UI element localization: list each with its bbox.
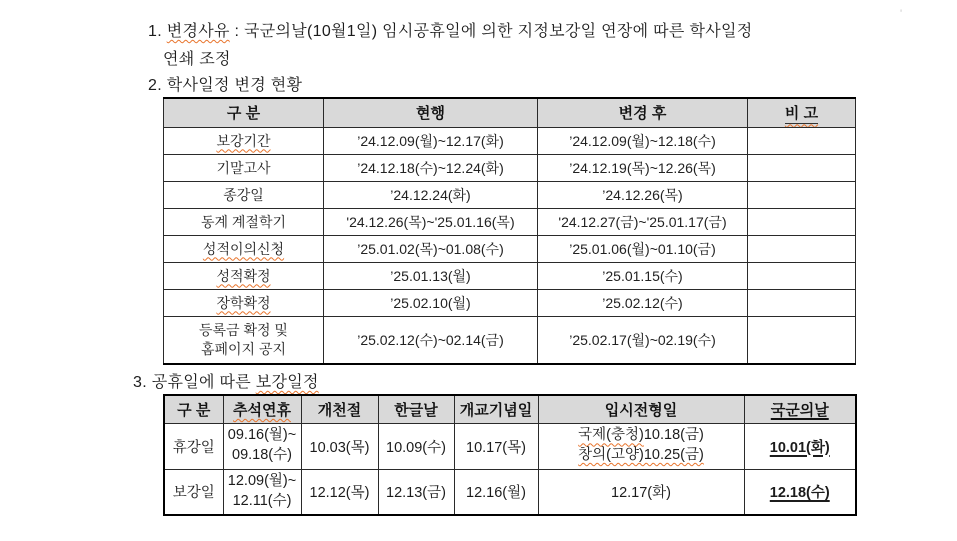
section1-heading — [148, 18, 752, 41]
section1-number: 1. — [148, 23, 167, 40]
cell-ipsi: 12.17(화) — [538, 469, 744, 515]
cell-after: ’25.02.17(월)~02.19(수) — [538, 316, 748, 364]
cell-label: 등록금 확정 및 홈페이지 공지 — [164, 316, 324, 364]
cell-note — [748, 235, 856, 262]
cell-after: ’25.02.12(수) — [538, 289, 748, 316]
cell-label: 보강기간 — [164, 127, 324, 154]
holiday-makeup-table — [163, 394, 857, 516]
t2-header-hangeulnal: 한글날 — [378, 395, 454, 423]
t2-header-gaecheonjeol: 개천절 — [301, 395, 378, 423]
cell-after: ’24.12.19(목)~12.26(목) — [538, 154, 748, 181]
section2-text: 2. 학사일정 변경 현황 — [148, 77, 303, 94]
cell-gaecheonjeol: 10.03(목) — [301, 423, 378, 469]
cell-gukgun: 10.01(화) — [744, 423, 856, 469]
cell-ipsi: 국제(충청)10.18(금) 창의(고양)10.25(금) — [538, 423, 744, 469]
cell-label: 보강일 — [164, 469, 223, 515]
cell-gukgun: 12.18(수) — [744, 469, 856, 515]
table-row — [164, 208, 856, 235]
cell-after: ’25.01.15(수) — [538, 262, 748, 289]
stray-mark: ' — [900, 8, 903, 20]
cell-hangeulnal: 10.09(수) — [378, 423, 454, 469]
cell-note — [748, 181, 856, 208]
table-row — [164, 235, 856, 262]
t2-header-ipsi: 입시전형일 — [538, 395, 744, 423]
cell-note — [748, 262, 856, 289]
t1-header-note — [748, 98, 856, 127]
t1-header-current: 현행 — [324, 98, 538, 127]
cell-current: ’25.02.10(월) — [324, 289, 538, 316]
cell-label: 성적이의신청 — [164, 235, 324, 262]
section3-term-misspelled: 보강일정 — [255, 374, 319, 391]
cell-chuseok: 09.16(월)~ 09.18(수) — [223, 423, 301, 469]
schedule-change-table — [163, 97, 856, 365]
cell-note — [748, 127, 856, 154]
t2-header-gukgun: 국군의날 — [744, 395, 856, 423]
section2-heading — [148, 72, 302, 95]
cell-note — [748, 289, 856, 316]
table-row — [164, 469, 856, 515]
section3-text: 3. 공휴일에 따른 — [133, 374, 256, 391]
table-row — [164, 154, 856, 181]
cell-after: ’24.12.09(월)~12.18(수) — [538, 127, 748, 154]
table-row — [164, 262, 856, 289]
cell-current: ’25.01.13(월) — [324, 262, 538, 289]
table-header-row — [164, 395, 856, 423]
cell-gaegyo-anniv: 12.16(월) — [454, 469, 538, 515]
cell-current: ’24.12.24(화) — [324, 181, 538, 208]
table-row — [164, 423, 856, 469]
cell-after: '24.12.27(금)~'25.01.17(금) — [538, 208, 748, 235]
cell-label: 종강일 — [164, 181, 324, 208]
section3-heading — [133, 369, 319, 392]
cell-label: 장학확정 — [164, 289, 324, 316]
cell-label: 성적확정 — [164, 262, 324, 289]
table-header-row — [164, 98, 856, 127]
cell-gaecheonjeol: 12.12(목) — [301, 469, 378, 515]
cell-note — [748, 154, 856, 181]
cell-label: 휴강일 — [164, 423, 223, 469]
cell-label: 동계 계절학기 — [164, 208, 324, 235]
cell-note — [748, 316, 856, 364]
section1-text: : 국군의날(10월1일) 임시공휴일에 의한 지정보강일 연장에 따른 학사일정 — [229, 23, 753, 40]
table-row — [164, 289, 856, 316]
cell-current: ’25.01.02(목)~01.08(수) — [324, 235, 538, 262]
cell-note — [748, 208, 856, 235]
section1-heading-line2 — [163, 46, 231, 69]
cell-current: '24.12.26(목)~'25.01.16(목) — [324, 208, 538, 235]
section1-text-line2: 연쇄 조정 — [163, 51, 231, 68]
t1-header-note-label: 비 고 — [784, 105, 819, 123]
cell-chuseok: 12.09(월)~ 12.11(수) — [223, 469, 301, 515]
t2-header-gaegyo-anniv: 개교기념일 — [454, 395, 538, 423]
t2-header-gubun: 구 분 — [164, 395, 223, 423]
t1-header-gubun: 구 분 — [164, 98, 324, 127]
table-row — [164, 181, 856, 208]
cell-label: 기말고사 — [164, 154, 324, 181]
t2-header-chuseok: 추석연휴 — [223, 395, 301, 423]
table-row — [164, 316, 856, 364]
table-row — [164, 127, 856, 154]
cell-gaegyo-anniv: 10.17(목) — [454, 423, 538, 469]
cell-hangeulnal: 12.13(금) — [378, 469, 454, 515]
cell-current: ’24.12.18(수)~12.24(화) — [324, 154, 538, 181]
cell-current: ’24.12.09(월)~12.17(화) — [324, 127, 538, 154]
cell-after: ’24.12.26(목) — [538, 181, 748, 208]
cell-current: ’25.02.12(수)~02.14(금) — [324, 316, 538, 364]
cell-after: ’25.01.06(월)~01.10(금) — [538, 235, 748, 262]
section1-term-misspelled: 변경사유 — [166, 23, 230, 40]
t1-header-after: 변경 후 — [538, 98, 748, 127]
